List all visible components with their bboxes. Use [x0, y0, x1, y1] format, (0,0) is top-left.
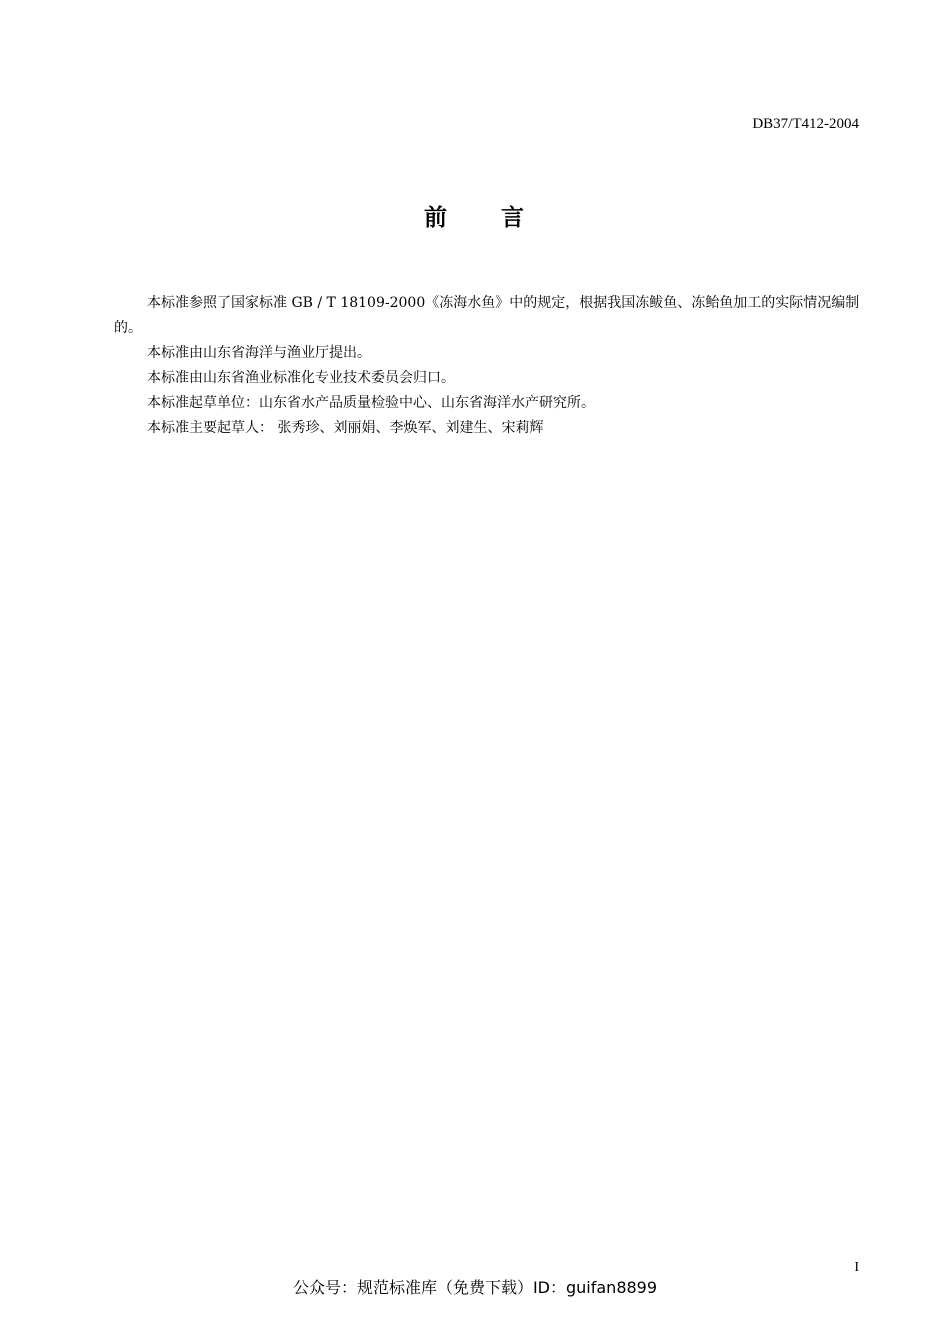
- paragraph-proposer: 本标准由山东省海洋与渔业厅提出。: [147, 345, 371, 361]
- paragraph-centralized-unit: 本标准由山东省渔业标准化专业技术委员会归口。: [147, 370, 455, 386]
- watermark-text: 公众号：规范标准库（免费下载）ID：guifan8899: [292, 1278, 658, 1297]
- document-code: DB37/T412-2004: [752, 116, 859, 132]
- foreword-body: [114, 291, 860, 441]
- paragraph-reference-standard: 本标准参照了国家标准 GB / T 18109-2000《冻海水鱼》中的规定，根据我国冻鲅鱼、冻鲐鱼加工的实际情况编制的。: [114, 295, 860, 336]
- section-title-part-1: 前: [424, 205, 449, 231]
- paragraph-drafting-units: 本标准起草单位：山东省水产品质量检验中心、山东省海洋水产研究所。: [147, 395, 595, 411]
- section-title: [0, 203, 950, 233]
- section-title-part-2: 言: [501, 205, 526, 231]
- page-number: I: [854, 1260, 859, 1275]
- paragraph-drafters: 本标准主要起草人： 张秀珍、刘丽娟、李焕军、刘建生、宋莉辉: [147, 420, 544, 436]
